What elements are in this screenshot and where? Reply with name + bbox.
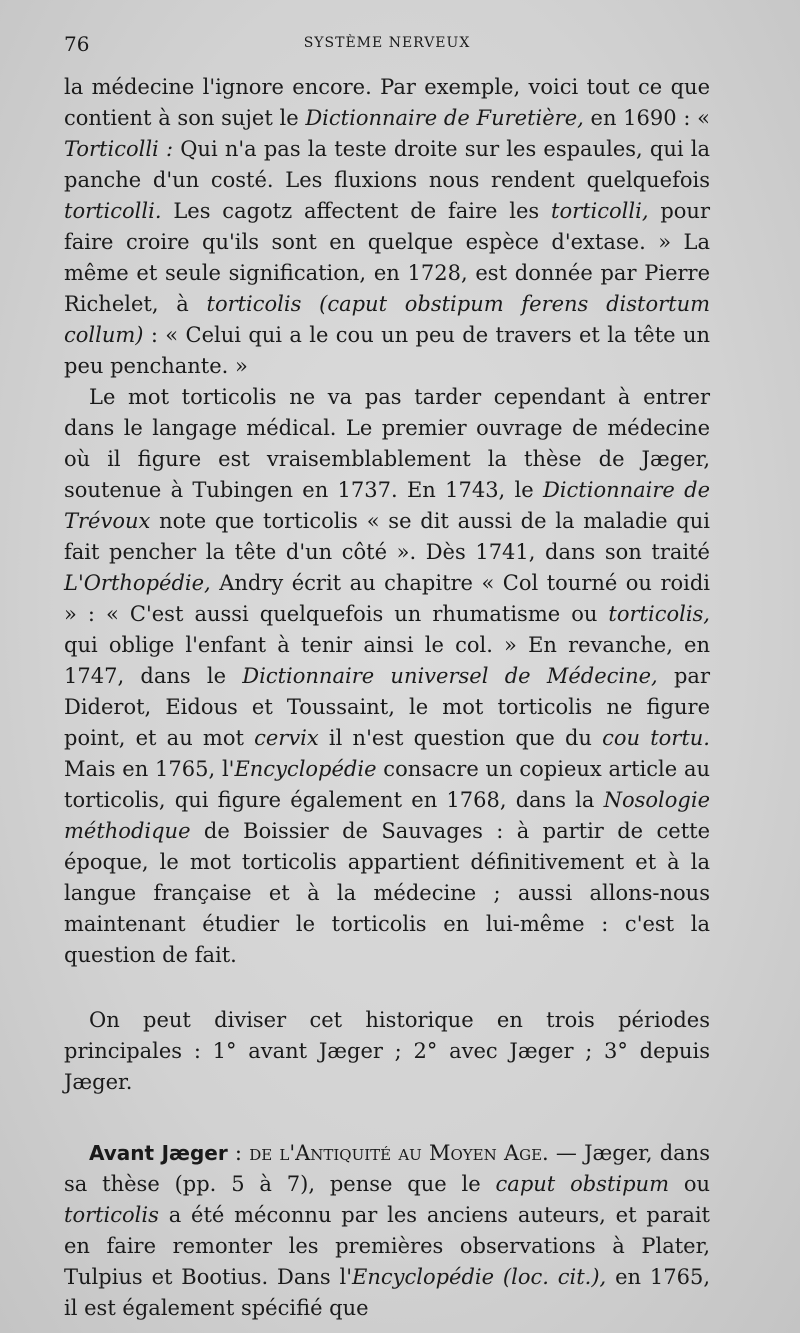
text-segment: Nosologie méthodique — [64, 788, 710, 843]
running-title: SYSTÈME NERVEUX — [303, 35, 471, 51]
paragraph-periods — [64, 1005, 710, 1098]
text-segment: torticolis, — [608, 602, 710, 626]
text-segment: Qui n'a pas la teste droite sur les espaules, qui la panche d'un costé. Les fluxions nous rendent quelquefois — [64, 137, 710, 192]
text-segment: Dictionnaire de Furetière, — [305, 106, 584, 130]
text-segment: de Boissier de Sauvages : à partir de cette époque, le mot torticolis appartient définitivement et à la langue française et à la médecine ; aussi allons-nous maintenant étudier le torticolis en lui-même : c'est la question de fait. — [64, 819, 710, 967]
text-segment: : « Celui qui a le cou un peu de travers et la tête un peu penchante. » — [64, 323, 710, 378]
text-segment: L'Orthopédie, — [64, 571, 211, 595]
text-segment: Les cagotz affectent de faire les — [161, 199, 551, 223]
paragraph-gap — [64, 1098, 710, 1138]
text-segment: — Jæger, dans sa thèse (pp. 5 à 7), pense que le — [64, 1141, 710, 1196]
text-segment: cou tortu. — [602, 726, 710, 750]
text-segment: la médecine l'ignore encore. Par exemple, voici tout ce que contient à son sujet le — [64, 75, 710, 130]
text-segment: torticolis (caput obstipum ferens distortum collum) — [64, 292, 711, 347]
text-segment: qui oblige l'enfant à tenir ainsi le col. » En revanche, en 1747, dans le — [64, 633, 710, 688]
text-segment: a été méconnu par les anciens auteurs, et parait en faire remonter les premières observations à Plater, Tulpius et Bootius. Dans l' — [64, 1203, 710, 1289]
text-segment: cervix — [254, 726, 319, 750]
text-segment: de l'Antiquité au Moyen Age. — [249, 1141, 549, 1165]
text-segment: Dictionnaire universel de Médecine, — [242, 664, 658, 688]
text-segment: caput obstipum — [495, 1172, 669, 1196]
running-head — [64, 32, 710, 56]
text-segment: Andry écrit au chapitre « Col tourné ou roidi » : « C'est aussi quelquefois un rhumatisme ou — [64, 571, 710, 626]
text-segment: Torticolli : — [64, 137, 174, 161]
page-number: 76 — [64, 32, 90, 56]
text-segment: torticolis — [64, 1203, 159, 1227]
text-segment: : — [227, 1141, 250, 1165]
text-segment: par Diderot, Eidous et Toussaint, le mot torticolis ne figure point, et au mot — [64, 664, 710, 750]
text-segment: Avant Jæger — [89, 1141, 228, 1165]
paragraph-intro — [64, 72, 710, 382]
text-segment: pour faire croire qu'ils sont en quelque espèce d'extase. » La même et seule signification, en 1728, est donnée par Pierre Richelet, à — [64, 199, 710, 316]
text-segment: Le mot torticolis ne va pas tarder cependant à entrer dans le langage médical. Le premier ouvrage de médecine où il figure est vraisemblablement la thèse de Jæger, soutenue à Tubingen en 1737. En 1743, le — [64, 385, 710, 502]
text-segment: note que torticolis « se dit aussi de la maladie qui fait pencher la tête d'un côté ». Dès 1741, dans son traité — [64, 509, 710, 564]
text-segment: consacre un copieux article au torticolis, qui figure également en 1768, dans la — [64, 757, 710, 812]
text-segment: Mais en 1765, l' — [64, 757, 235, 781]
text-segment: On peut diviser cet historique en trois périodes principales : 1° avant Jæger ; 2° avec Jæger ; 3° depuis Jæger. — [64, 1008, 710, 1094]
text-segment: en 1690 : « — [583, 106, 710, 130]
text-segment: en 1765, il est également spécifié que — [64, 1265, 710, 1320]
text-segment: Dictionnaire de Trévoux — [64, 478, 710, 533]
text-segment: torticolli, — [551, 199, 649, 223]
text-segment: Encyclopédie (loc. cit.), — [352, 1265, 607, 1289]
body-text — [64, 72, 710, 1324]
paragraph-avant-jaeger — [64, 1138, 710, 1324]
text-segment: ou — [668, 1172, 711, 1196]
paragraph-gap — [64, 971, 710, 1005]
text-segment: il n'est question que du — [318, 726, 603, 750]
text-segment: Encyclopédie — [234, 757, 377, 781]
text-segment: torticolli. — [64, 199, 162, 223]
paragraph-history — [64, 382, 710, 971]
